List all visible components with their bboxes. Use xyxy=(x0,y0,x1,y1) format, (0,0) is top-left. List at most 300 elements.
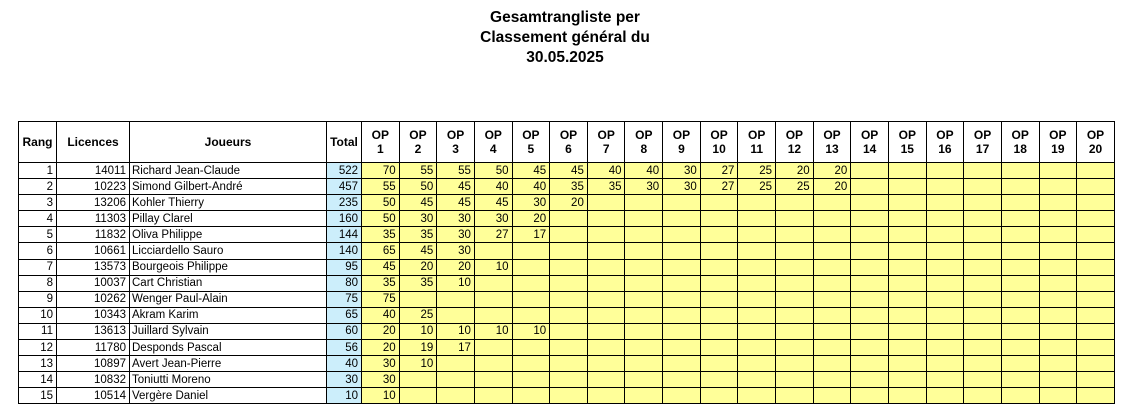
score-cell-op-8 xyxy=(625,291,663,307)
score-cell-op-16 xyxy=(926,243,964,259)
player-name-cell: Vergère Daniel xyxy=(130,388,327,404)
page-title xyxy=(0,8,1130,68)
score-cell-op-6 xyxy=(550,307,588,323)
score-cell-op-14 xyxy=(851,227,889,243)
licence-cell: 11780 xyxy=(57,340,130,356)
header-op-number: 15 xyxy=(900,142,914,156)
score-cell-op-12 xyxy=(776,291,814,307)
score-cell-op-18 xyxy=(1001,163,1039,179)
score-cell-op-3: 10 xyxy=(437,275,475,291)
score-cell-op-13 xyxy=(813,291,851,307)
score-cell-op-7 xyxy=(587,388,625,404)
score-cell-op-10 xyxy=(700,340,738,356)
ranking-table xyxy=(18,121,1115,404)
score-cell-op-8 xyxy=(625,243,663,259)
score-cell-op-16 xyxy=(926,163,964,179)
rang-cell: 4 xyxy=(19,211,57,227)
score-cell-op-18 xyxy=(1001,340,1039,356)
score-cell-op-7 xyxy=(587,340,625,356)
score-cell-op-12 xyxy=(776,323,814,339)
score-cell-op-14 xyxy=(851,372,889,388)
rang-cell: 9 xyxy=(19,291,57,307)
score-cell-op-9 xyxy=(663,291,701,307)
score-cell-op-20 xyxy=(1077,307,1115,323)
score-cell-op-9 xyxy=(663,243,701,259)
total-cell: 140 xyxy=(327,243,362,259)
score-cell-op-14 xyxy=(851,340,889,356)
licence-cell: 10262 xyxy=(57,291,130,307)
score-cell-op-16 xyxy=(926,307,964,323)
licence-cell: 10897 xyxy=(57,356,130,372)
score-cell-op-18 xyxy=(1001,307,1039,323)
score-cell-op-14 xyxy=(851,275,889,291)
score-cell-op-2: 35 xyxy=(399,227,437,243)
title-line-2: Classement général du xyxy=(480,29,650,46)
score-cell-op-10 xyxy=(700,243,738,259)
score-cell-op-1: 50 xyxy=(362,195,400,211)
score-cell-op-4: 40 xyxy=(474,179,512,195)
table-row xyxy=(19,307,1115,323)
score-cell-op-6 xyxy=(550,388,588,404)
score-cell-op-3 xyxy=(437,356,475,372)
header-op-number: 7 xyxy=(602,142,610,156)
header-op-prefix: OP xyxy=(597,128,615,142)
header-op-1 xyxy=(362,122,400,163)
score-cell-op-1: 35 xyxy=(362,227,400,243)
score-cell-op-4: 50 xyxy=(474,163,512,179)
score-cell-op-12: 20 xyxy=(776,163,814,179)
player-name-cell: Pillay Clarel xyxy=(130,211,327,227)
table-row xyxy=(19,163,1115,179)
score-cell-op-11 xyxy=(738,307,776,323)
rang-cell: 10 xyxy=(19,307,57,323)
score-cell-op-16 xyxy=(926,388,964,404)
header-op-20 xyxy=(1077,122,1115,163)
score-cell-op-7 xyxy=(587,243,625,259)
score-cell-op-3: 45 xyxy=(437,195,475,211)
score-cell-op-16 xyxy=(926,259,964,275)
score-cell-op-5 xyxy=(512,275,550,291)
total-cell: 522 xyxy=(327,163,362,179)
table-row xyxy=(19,275,1115,291)
score-cell-op-9 xyxy=(663,259,701,275)
header-op-number: 17 xyxy=(975,142,990,156)
score-cell-op-2: 50 xyxy=(399,179,437,195)
score-cell-op-9 xyxy=(663,307,701,323)
licence-cell: 10223 xyxy=(57,179,130,195)
score-cell-op-5: 30 xyxy=(512,195,550,211)
score-cell-op-19 xyxy=(1039,356,1077,372)
header-op-number: 11 xyxy=(750,142,764,156)
score-cell-op-18 xyxy=(1001,275,1039,291)
score-cell-op-6 xyxy=(550,291,588,307)
score-cell-op-20 xyxy=(1077,340,1115,356)
score-cell-op-16 xyxy=(926,195,964,211)
header-op-17 xyxy=(964,122,1002,163)
player-name-cell: Kohler Thierry xyxy=(130,195,327,211)
score-cell-op-4 xyxy=(474,388,512,404)
licence-cell: 10832 xyxy=(57,372,130,388)
score-cell-op-17 xyxy=(964,340,1002,356)
score-cell-op-10 xyxy=(700,227,738,243)
rang-cell: 1 xyxy=(19,163,57,179)
score-cell-op-5 xyxy=(512,372,550,388)
score-cell-op-17 xyxy=(964,259,1002,275)
score-cell-op-4: 10 xyxy=(474,323,512,339)
header-op-number: 5 xyxy=(527,142,535,156)
table-row xyxy=(19,259,1115,275)
score-cell-op-19 xyxy=(1039,340,1077,356)
score-cell-op-4: 10 xyxy=(474,259,512,275)
score-cell-op-2 xyxy=(399,372,437,388)
licence-cell: 14011 xyxy=(57,163,130,179)
score-cell-op-17 xyxy=(964,388,1002,404)
score-cell-op-12 xyxy=(776,340,814,356)
licence-cell: 11303 xyxy=(57,211,130,227)
player-name-cell: Avert Jean-Pierre xyxy=(130,356,327,372)
licence-cell: 10037 xyxy=(57,275,130,291)
score-cell-op-18 xyxy=(1001,388,1039,404)
score-cell-op-12 xyxy=(776,388,814,404)
score-cell-op-13 xyxy=(813,323,851,339)
score-cell-op-11 xyxy=(738,227,776,243)
score-cell-op-13 xyxy=(813,259,851,275)
score-cell-op-2 xyxy=(399,291,437,307)
score-cell-op-6 xyxy=(550,259,588,275)
score-cell-op-6 xyxy=(550,211,588,227)
header-op-prefix: OP xyxy=(672,128,691,142)
score-cell-op-12: 25 xyxy=(776,179,814,195)
score-cell-op-15 xyxy=(888,243,926,259)
score-cell-op-15 xyxy=(888,340,926,356)
score-cell-op-16 xyxy=(926,340,964,356)
score-cell-op-2: 10 xyxy=(399,323,437,339)
licence-cell: 13613 xyxy=(57,323,130,339)
header-op-14 xyxy=(851,122,889,163)
rang-cell: 5 xyxy=(19,227,57,243)
header-op-15 xyxy=(888,122,926,163)
score-cell-op-19 xyxy=(1039,195,1077,211)
header-op-number: 19 xyxy=(1051,142,1065,156)
score-cell-op-17 xyxy=(964,179,1002,195)
score-cell-op-12 xyxy=(776,211,814,227)
score-cell-op-6: 20 xyxy=(550,195,588,211)
score-cell-op-6: 35 xyxy=(550,179,588,195)
score-cell-op-20 xyxy=(1077,243,1115,259)
header-op-prefix: OP xyxy=(823,128,841,142)
score-cell-op-20 xyxy=(1077,291,1115,307)
score-cell-op-1: 20 xyxy=(362,340,400,356)
score-cell-op-8 xyxy=(625,356,663,372)
score-cell-op-10 xyxy=(700,259,738,275)
score-cell-op-7 xyxy=(587,372,625,388)
header-op-4 xyxy=(474,122,512,163)
score-cell-op-8 xyxy=(625,275,663,291)
score-cell-op-11 xyxy=(738,323,776,339)
score-cell-op-13 xyxy=(813,388,851,404)
score-cell-op-17 xyxy=(964,291,1002,307)
header-op-number: 12 xyxy=(787,142,802,156)
total-cell: 457 xyxy=(327,179,362,195)
score-cell-op-13 xyxy=(813,372,851,388)
score-cell-op-19 xyxy=(1039,211,1077,227)
score-cell-op-7: 40 xyxy=(587,163,625,179)
rang-cell: 12 xyxy=(19,340,57,356)
score-cell-op-1: 65 xyxy=(362,243,400,259)
score-cell-op-4 xyxy=(474,372,512,388)
score-cell-op-2: 19 xyxy=(399,340,437,356)
score-cell-op-5: 45 xyxy=(512,163,550,179)
score-cell-op-19 xyxy=(1039,388,1077,404)
score-cell-op-17 xyxy=(964,372,1002,388)
score-cell-op-5 xyxy=(512,356,550,372)
score-cell-op-4: 30 xyxy=(474,211,512,227)
player-name-cell: Wenger Paul-Alain xyxy=(130,291,327,307)
score-cell-op-3 xyxy=(437,372,475,388)
score-cell-op-5 xyxy=(512,243,550,259)
score-cell-op-20 xyxy=(1077,163,1115,179)
score-cell-op-5: 20 xyxy=(512,211,550,227)
score-cell-op-15 xyxy=(888,163,926,179)
score-cell-op-15 xyxy=(888,227,926,243)
score-cell-op-3: 55 xyxy=(437,163,475,179)
total-cell: 144 xyxy=(327,227,362,243)
score-cell-op-8 xyxy=(625,259,663,275)
table-row xyxy=(19,211,1115,227)
score-cell-op-11 xyxy=(738,211,776,227)
total-cell: 75 xyxy=(327,291,362,307)
rang-cell: 3 xyxy=(19,195,57,211)
score-cell-op-3: 30 xyxy=(437,211,475,227)
score-cell-op-10 xyxy=(700,275,738,291)
header-op-prefix: OP xyxy=(371,128,389,142)
score-cell-op-16 xyxy=(926,323,964,339)
header-op-7 xyxy=(587,122,625,163)
score-cell-op-9 xyxy=(663,323,701,339)
score-cell-op-14 xyxy=(851,179,889,195)
table-row xyxy=(19,372,1115,388)
score-cell-op-6 xyxy=(550,340,588,356)
score-cell-op-20 xyxy=(1077,179,1115,195)
score-cell-op-16 xyxy=(926,291,964,307)
score-cell-op-5: 17 xyxy=(512,227,550,243)
score-cell-op-9 xyxy=(663,372,701,388)
score-cell-op-12 xyxy=(776,259,814,275)
score-cell-op-11 xyxy=(738,243,776,259)
header-total: Total xyxy=(327,122,362,163)
rang-cell: 13 xyxy=(19,356,57,372)
score-cell-op-20 xyxy=(1077,259,1115,275)
header-op-prefix: OP xyxy=(936,128,954,142)
score-cell-op-11 xyxy=(738,291,776,307)
score-cell-op-15 xyxy=(888,211,926,227)
score-cell-op-7: 35 xyxy=(587,179,625,195)
player-name-cell: Oliva Philippe xyxy=(130,227,327,243)
player-name-cell: Richard Jean-Claude xyxy=(130,163,327,179)
score-cell-op-11 xyxy=(738,388,776,404)
score-cell-op-5 xyxy=(512,259,550,275)
score-cell-op-18 xyxy=(1001,372,1039,388)
player-name-cell: Juillard Sylvain xyxy=(130,323,327,339)
score-cell-op-19 xyxy=(1039,275,1077,291)
score-cell-op-4: 45 xyxy=(474,195,512,211)
score-cell-op-10 xyxy=(700,372,738,388)
score-cell-op-14 xyxy=(851,291,889,307)
score-cell-op-7 xyxy=(587,227,625,243)
score-cell-op-13 xyxy=(813,227,851,243)
score-cell-op-20 xyxy=(1077,356,1115,372)
header-op-prefix: OP xyxy=(973,128,992,142)
score-cell-op-11 xyxy=(738,195,776,211)
score-cell-op-7 xyxy=(587,356,625,372)
header-op-prefix: OP xyxy=(860,128,879,142)
title-line-1: Gesamtrangliste per xyxy=(490,9,640,26)
header-licences: Licences xyxy=(57,122,130,163)
score-cell-op-7 xyxy=(587,307,625,323)
score-cell-op-1: 20 xyxy=(362,323,400,339)
score-cell-op-3 xyxy=(437,307,475,323)
total-cell: 40 xyxy=(327,356,362,372)
score-cell-op-1: 30 xyxy=(362,372,400,388)
header-op-18 xyxy=(1001,122,1039,163)
score-cell-op-18 xyxy=(1001,211,1039,227)
header-joueurs: Joueurs xyxy=(130,122,327,163)
score-cell-op-17 xyxy=(964,307,1002,323)
score-cell-op-17 xyxy=(964,195,1002,211)
score-cell-op-20 xyxy=(1077,323,1115,339)
header-op-prefix: OP xyxy=(1011,128,1029,142)
licence-cell: 13206 xyxy=(57,195,130,211)
score-cell-op-14 xyxy=(851,211,889,227)
score-cell-op-10 xyxy=(700,211,738,227)
player-name-cell: Simond Gilbert-André xyxy=(130,179,327,195)
total-cell: 80 xyxy=(327,275,362,291)
header-op-8 xyxy=(625,122,663,163)
score-cell-op-14 xyxy=(851,323,889,339)
table-row xyxy=(19,195,1115,211)
header-op-12 xyxy=(776,122,814,163)
score-cell-op-6: 45 xyxy=(550,163,588,179)
score-cell-op-8 xyxy=(625,211,663,227)
table-row xyxy=(19,243,1115,259)
header-op-prefix: OP xyxy=(785,128,804,142)
header-op-2 xyxy=(399,122,437,163)
score-cell-op-11: 25 xyxy=(738,163,776,179)
table-row xyxy=(19,179,1115,195)
score-cell-op-17 xyxy=(964,323,1002,339)
score-cell-op-18 xyxy=(1001,259,1039,275)
licence-cell: 11832 xyxy=(57,227,130,243)
score-cell-op-9 xyxy=(663,275,701,291)
header-op-prefix: OP xyxy=(748,128,766,142)
score-cell-op-11 xyxy=(738,259,776,275)
header-op-9 xyxy=(663,122,701,163)
score-cell-op-10 xyxy=(700,291,738,307)
table-row xyxy=(19,291,1115,307)
score-cell-op-5: 10 xyxy=(512,323,550,339)
score-cell-op-14 xyxy=(851,356,889,372)
score-cell-op-7 xyxy=(587,259,625,275)
player-name-cell: Toniutti Moreno xyxy=(130,372,327,388)
score-cell-op-8 xyxy=(625,323,663,339)
player-name-cell: Cart Christian xyxy=(130,275,327,291)
score-cell-op-15 xyxy=(888,195,926,211)
header-op-number: 16 xyxy=(938,142,952,156)
header-op-19 xyxy=(1039,122,1077,163)
score-cell-op-1: 30 xyxy=(362,356,400,372)
score-cell-op-13 xyxy=(813,356,851,372)
score-cell-op-2: 35 xyxy=(399,275,437,291)
score-cell-op-15 xyxy=(888,179,926,195)
score-cell-op-20 xyxy=(1077,388,1115,404)
table-row xyxy=(19,227,1115,243)
header-op-10 xyxy=(700,122,738,163)
header-op-5 xyxy=(512,122,550,163)
score-cell-op-9 xyxy=(663,340,701,356)
total-cell: 10 xyxy=(327,388,362,404)
header-op-number: 2 xyxy=(414,142,422,156)
score-cell-op-9 xyxy=(663,211,701,227)
score-cell-op-17 xyxy=(964,356,1002,372)
licence-cell: 10514 xyxy=(57,388,130,404)
score-cell-op-19 xyxy=(1039,291,1077,307)
score-cell-op-7 xyxy=(587,275,625,291)
header-op-number: 20 xyxy=(1088,142,1103,156)
score-cell-op-13 xyxy=(813,211,851,227)
score-cell-op-15 xyxy=(888,307,926,323)
score-cell-op-12 xyxy=(776,243,814,259)
licence-cell: 13573 xyxy=(57,259,130,275)
score-cell-op-1: 35 xyxy=(362,275,400,291)
score-cell-op-6 xyxy=(550,275,588,291)
score-cell-op-4 xyxy=(474,291,512,307)
score-cell-op-3: 30 xyxy=(437,227,475,243)
score-cell-op-17 xyxy=(964,275,1002,291)
score-cell-op-18 xyxy=(1001,291,1039,307)
score-cell-op-19 xyxy=(1039,163,1077,179)
score-cell-op-7 xyxy=(587,291,625,307)
header-op-prefix: OP xyxy=(635,128,653,142)
score-cell-op-14 xyxy=(851,307,889,323)
score-cell-op-16 xyxy=(926,211,964,227)
header-op-number: 14 xyxy=(862,142,877,156)
score-cell-op-15 xyxy=(888,356,926,372)
score-cell-op-12 xyxy=(776,372,814,388)
table-body xyxy=(19,163,1115,404)
header-op-prefix: OP xyxy=(522,128,540,142)
score-cell-op-1: 50 xyxy=(362,211,400,227)
total-cell: 65 xyxy=(327,307,362,323)
score-cell-op-12 xyxy=(776,307,814,323)
score-cell-op-15 xyxy=(888,275,926,291)
rang-cell: 11 xyxy=(19,323,57,339)
score-cell-op-2: 20 xyxy=(399,259,437,275)
player-name-cell: Akram Karim xyxy=(130,307,327,323)
score-cell-op-16 xyxy=(926,227,964,243)
score-cell-op-9: 30 xyxy=(663,179,701,195)
score-cell-op-19 xyxy=(1039,372,1077,388)
score-cell-op-9 xyxy=(663,356,701,372)
header-op-prefix: OP xyxy=(1086,128,1105,142)
score-cell-op-2: 45 xyxy=(399,243,437,259)
score-cell-op-5 xyxy=(512,291,550,307)
score-cell-op-2 xyxy=(399,388,437,404)
score-cell-op-20 xyxy=(1077,227,1115,243)
header-op-number: 6 xyxy=(565,142,572,156)
header-op-number: 18 xyxy=(1013,142,1027,156)
header-op-prefix: OP xyxy=(484,128,502,142)
score-cell-op-11 xyxy=(738,275,776,291)
